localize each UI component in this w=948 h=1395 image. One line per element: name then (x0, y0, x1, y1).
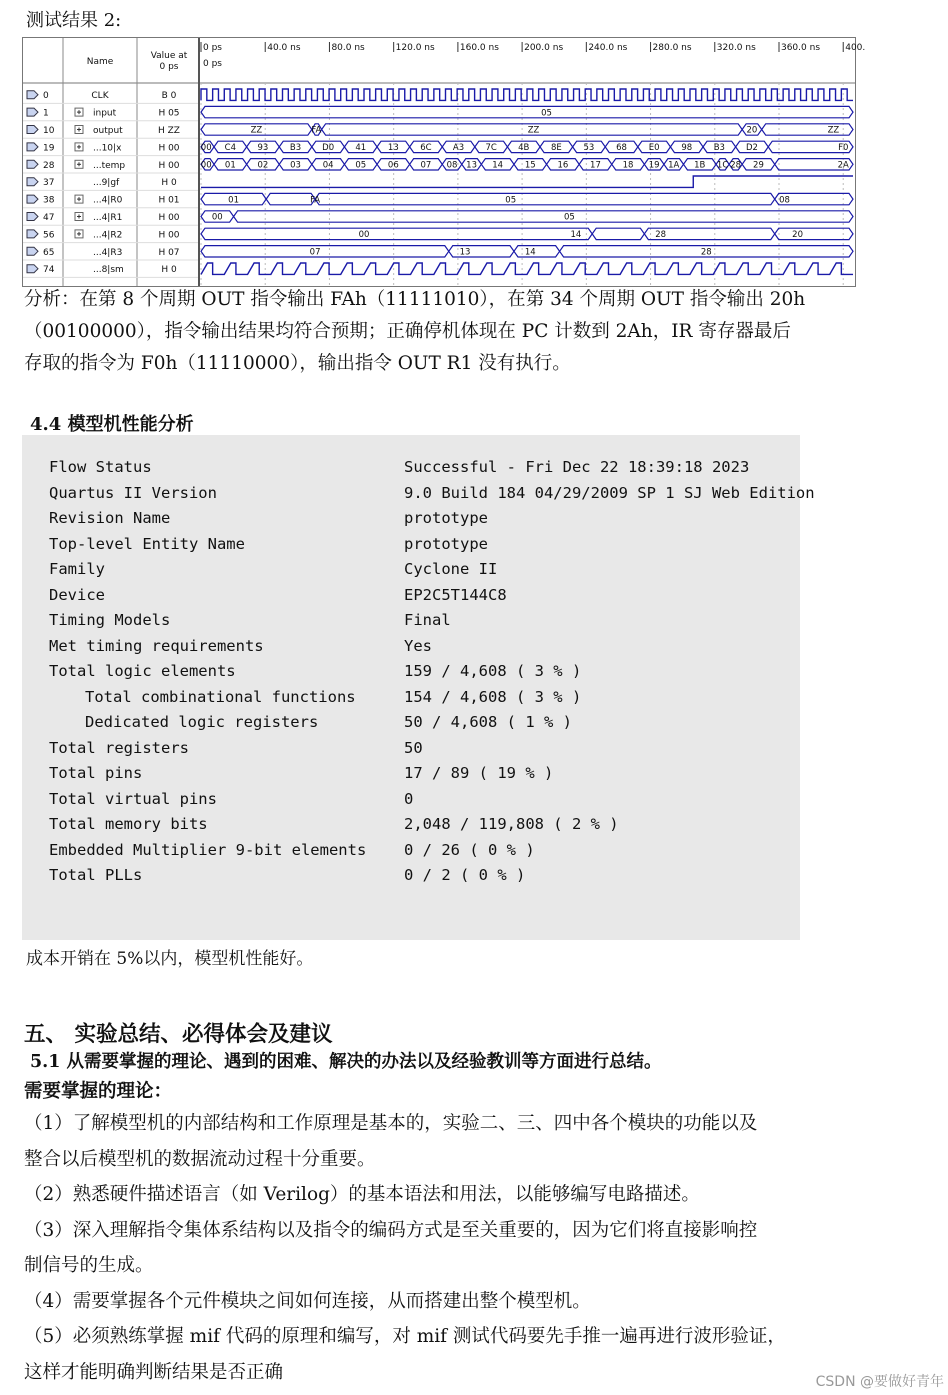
signal-id: 0 (43, 91, 49, 102)
report-label: Total pins (49, 764, 143, 782)
bus-value-label: 02 (257, 160, 269, 171)
report-label: Top-level Entity Name (49, 534, 245, 553)
level-waveform (201, 176, 853, 187)
value-column-header: Value at (150, 51, 188, 61)
signal-arrow-icon (27, 143, 38, 151)
report-label: Total PLLs (49, 866, 143, 884)
signal-arrow-icon (27, 195, 38, 203)
bus-value-label: 14 (492, 160, 504, 171)
report-value: 50 / 4,608 ( 1 % ) (404, 713, 572, 731)
bus-value-label: ZZ (827, 125, 840, 136)
report-value: 0 (404, 789, 414, 808)
bus-value-label: 16 (557, 160, 569, 171)
report-label: Total combinational functions (85, 687, 356, 706)
report-row (85, 713, 572, 738)
bus-value-label: F0 (838, 143, 849, 154)
bus-segment (201, 106, 853, 117)
report-label: Total registers (49, 738, 189, 757)
analysis-line: 分析：在第 8 个周期 OUT 指令输出 FAh（11111010），在第 34 个周期 OUT 指令输出 20h (24, 289, 806, 310)
bus-value-label: D2 (745, 143, 758, 154)
bus-value-label: 14 (524, 247, 536, 258)
bus-value-label: 6C (420, 143, 432, 154)
bus-value-label: E0 (648, 143, 660, 154)
report-row (85, 687, 582, 713)
signal-row (23, 228, 853, 242)
signal-id: 47 (43, 213, 55, 223)
bus-value-label: 1C (716, 160, 729, 171)
signal-name: input (93, 108, 117, 119)
report-value: 50 (404, 738, 423, 757)
report-value: prototype (404, 509, 488, 527)
report-row (49, 585, 507, 611)
signal-row (23, 141, 853, 155)
report-label: Timing Models (49, 611, 171, 629)
bus-value-label: 13 (466, 160, 477, 171)
signal-id: 74 (43, 265, 55, 276)
bus-value-label: C4 (224, 143, 237, 154)
bus-value-label: 04 (322, 160, 334, 171)
cost-note: 成本开销在 5%以内，模型机性能好。 (26, 949, 314, 969)
time-tick-label: 200.0 ns (524, 43, 564, 53)
signal-name: ...temp (93, 160, 126, 171)
list-item: （4）需要掌握各个元件模块之间如何连接，从而搭建出整个模型机。 (24, 1290, 591, 1312)
signal-row (23, 89, 853, 103)
bus-value-label: 06 (387, 160, 399, 171)
report-value: prototype (404, 534, 488, 553)
report-label: Total logic elements (49, 662, 236, 680)
bus-value-label: 19 (648, 160, 660, 171)
report-row (49, 662, 582, 687)
signal-row (23, 211, 853, 225)
report-label: Revision Name (49, 509, 171, 527)
report-value: 154 / 4,608 ( 3 % ) (404, 687, 582, 706)
report-value: 2,048 / 119,808 ( 2 % ) (404, 815, 619, 833)
bus-value-label: B3 (289, 143, 302, 154)
bus-value-label: 1B (694, 160, 706, 171)
waveform-svg (23, 38, 866, 286)
bus-value-label: 00 (200, 143, 212, 154)
state-waveform (201, 263, 853, 274)
report-label: Quartus II Version (49, 483, 217, 502)
list-item: （2）熟悉硬件描述语言（如 Verilog）的基本语法和用法，以能够编写电路描述。 (24, 1184, 700, 1205)
bus-value-label: 68 (616, 143, 627, 154)
theory-heading: 需要掌握的理论： (24, 1081, 173, 1102)
report-row (49, 789, 414, 815)
report-value: Successful - Fri Dec 22 18:39:18 2023 (404, 458, 750, 476)
bus-value-label: 05 (355, 160, 367, 171)
signal-value: H 00 (158, 160, 180, 171)
report-row (49, 458, 750, 483)
report-row (49, 483, 815, 509)
bus-segment (592, 228, 644, 239)
bus-value-label: 07 (309, 247, 321, 258)
report-row (49, 840, 535, 866)
bus-value-label: 08 (779, 195, 790, 206)
signal-id: 19 (43, 143, 55, 154)
bus-value-label: 8E (550, 143, 562, 154)
time-tick-label: 120.0 ns (395, 43, 435, 53)
list-item: （3）深入理解指令集体系结构以及指令的编码方式是至关重要的，因为它们将直接影响控 (24, 1219, 758, 1241)
signal-row (23, 246, 853, 260)
signal-name: CLK (91, 91, 109, 102)
report-label: Met timing requirements (49, 636, 264, 655)
bus-value-label: 05 (563, 212, 575, 223)
time-tick-label: 320.0 ns (716, 43, 756, 53)
bus-value-label: 28 (655, 230, 667, 241)
report-label: Flow Status (49, 458, 152, 476)
bus-value-label: 07 (420, 160, 432, 171)
list-item: 这样才能明确判断结果是否正确 (24, 1361, 284, 1383)
analysis-line: （00100000），指令输出结果均符合预期；正确停机体现在 PC 计数到 2Ah，IR 寄存器最后 (24, 321, 791, 342)
bus-value-label: 14 (570, 230, 582, 241)
report-value: 9.0 Build 184 04/29/2009 SP 1 SJ Web Edition (404, 483, 815, 502)
signal-row (23, 124, 853, 138)
signal-name: ...10|x (93, 143, 122, 154)
signal-value: H 00 (158, 143, 180, 154)
quartus-flow-summary (22, 435, 815, 940)
report-label: Total virtual pins (49, 789, 217, 808)
analysis-paragraph (24, 284, 874, 380)
section-heading-4-4: 4.4 模型机性能分析 (30, 414, 194, 435)
bus-value-label: 15 (524, 160, 536, 171)
signal-arrow-icon (27, 108, 38, 116)
report-row (49, 611, 451, 636)
signal-row (23, 263, 853, 277)
cursor-label: 0 ps (203, 59, 222, 69)
signal-value: H 05 (158, 108, 180, 119)
bus-value-label: 20 (792, 230, 803, 241)
section-heading-5: 五、 实验总结、必得体会及建议 (24, 1022, 333, 1047)
bus-value-label: 18 (622, 160, 634, 171)
bus-value-label: 2A (837, 160, 849, 171)
bus-value-label: 98 (681, 143, 693, 154)
bus-value-label: 01 (228, 195, 240, 206)
bus-value-label: FA (311, 125, 322, 136)
report-label: Dedicated logic registers (85, 713, 319, 731)
signal-arrow-icon (27, 213, 38, 221)
theory-list (24, 1106, 864, 1390)
bus-segment (315, 193, 775, 204)
bus-value-label: 20 (746, 125, 758, 136)
signal-id: 10 (43, 126, 55, 136)
bus-segment (775, 228, 853, 239)
report-value: EP2C5T144C8 (404, 585, 507, 604)
signal-name: ...4|R3 (93, 247, 123, 258)
bus-segment (201, 228, 592, 239)
signal-name: ...4|R1 (93, 213, 123, 223)
signal-name: ...8|sm (93, 265, 124, 276)
value-column-header: 0 ps (159, 62, 179, 72)
signal-name: ...4|R0 (93, 195, 123, 206)
signal-value: H 0 (161, 178, 177, 189)
list-item: 制信号的生成。 (24, 1255, 154, 1276)
clock-waveform (201, 89, 853, 100)
analysis-line: 存取的指令为 F0h（11110000），输出指令 OUT R1 没有执行。 (24, 353, 571, 374)
bus-value-label: D0 (322, 143, 335, 154)
time-tick-label: 400. (845, 43, 866, 53)
signal-value: H 00 (158, 230, 180, 241)
signal-id: 65 (43, 247, 55, 258)
bus-segment (266, 193, 315, 204)
bus-value-label: FA (310, 195, 321, 206)
signal-value: H 0 (161, 265, 177, 276)
bus-value-label: 28 (730, 160, 742, 171)
bus-value-label: 28 (700, 247, 712, 258)
report-row (49, 534, 488, 560)
signal-value: B 0 (161, 91, 177, 102)
bus-value-label: 41 (355, 143, 367, 154)
signal-id: 56 (43, 230, 55, 241)
watermark: CSDN @要做好青年 (815, 1374, 944, 1390)
signal-arrow-icon (27, 126, 38, 134)
signal-arrow-icon (27, 247, 38, 255)
report-row (49, 636, 432, 662)
report-label: Embedded Multiplier 9-bit elements (49, 840, 367, 859)
bus-value-label: 01 (224, 160, 236, 171)
waveform-figure (22, 37, 866, 287)
name-column-header: Name (86, 57, 114, 67)
bus-value-label: A3 (452, 143, 465, 154)
signal-value: H 01 (158, 195, 180, 206)
bus-value-label: 1A (668, 160, 680, 171)
list-item: （5）必须熟练掌握 mif 代码的原理和编写，对 mif 测试代码要先手推一遍再进行波形验证， (24, 1326, 786, 1347)
bus-value-label: 53 (583, 143, 595, 154)
list-item: 整合以后模型机的数据流动过程十分重要。 (24, 1148, 376, 1170)
signal-name: output (93, 126, 123, 136)
bus-value-label: 08 (446, 160, 458, 171)
report-row (49, 509, 488, 534)
report-value: 159 / 4,608 ( 3 % ) (404, 662, 582, 680)
bus-value-label: 13 (459, 247, 471, 258)
bus-value-label: ZZ (250, 125, 263, 136)
list-item: （1）了解模型机的内部结构和工作原理是基本的，实验二、三、四中各个模块的功能以及 (24, 1113, 758, 1134)
bus-value-label: 00 (211, 212, 223, 223)
bus-value-label: 03 (290, 160, 301, 171)
signal-row (23, 159, 853, 173)
signal-arrow-icon (27, 178, 38, 186)
report-row (49, 560, 498, 585)
report-row (49, 815, 619, 840)
signal-arrow-icon (27, 230, 38, 238)
time-tick-label: 0 ps (203, 43, 222, 53)
report-label: Family (49, 560, 105, 578)
signal-row (23, 106, 853, 120)
bus-value-label: B3 (713, 143, 725, 154)
bus-value-label: 05 (541, 108, 552, 119)
time-tick-label: 40.0 ns (267, 43, 301, 53)
signal-arrow-icon (27, 160, 38, 168)
signal-arrow-icon (27, 265, 38, 273)
report-value: Cyclone II (404, 560, 498, 578)
bus-segment (514, 246, 560, 257)
signal-value: H 07 (158, 247, 180, 258)
bus-value-label: 00 (200, 160, 212, 171)
report-label: Total memory bits (49, 815, 208, 833)
bus-segment (762, 124, 853, 135)
bus-segment (201, 246, 449, 257)
time-tick-label: 280.0 ns (652, 43, 692, 53)
bus-value-label: 7C (485, 143, 497, 154)
bus-value-label: 93 (257, 143, 269, 154)
result-title: 测试结果 2: (26, 10, 122, 31)
report-value: 17 / 89 ( 19 % ) (404, 764, 554, 782)
signal-id: 28 (43, 160, 55, 171)
signal-id: 37 (43, 178, 55, 189)
time-tick-label: 360.0 ns (780, 43, 821, 53)
signal-row (23, 176, 853, 190)
bus-value-label: 29 (753, 160, 764, 171)
signal-value: H ZZ (158, 126, 180, 136)
bus-value-label: ZZ (527, 125, 540, 136)
bus-value-label: 00 (358, 230, 370, 241)
bus-segment (449, 246, 514, 257)
report-row (49, 866, 526, 891)
report-label: Device (49, 585, 105, 604)
report-value: 0 / 2 ( 0 % ) (404, 866, 526, 884)
signal-name: ...4|R2 (93, 230, 123, 241)
time-tick-label: 160.0 ns (459, 43, 499, 53)
signal-value: H 00 (158, 213, 180, 223)
bus-value-label: 05 (505, 195, 517, 206)
bus-value-label: 13 (387, 143, 399, 154)
bus-value-label: 17 (590, 160, 601, 171)
signal-arrow-icon (27, 91, 38, 99)
bus-segment (234, 211, 853, 222)
signal-name: ...9|gf (93, 178, 120, 189)
report-value: 0 / 26 ( 0 % ) (404, 840, 535, 859)
signal-row (23, 193, 853, 207)
signal-id: 1 (43, 108, 49, 119)
section-heading-5-1: 5.1 从需要掌握的理论、遇到的困难、解决的办法以及经验教训等方面进行总结。 (30, 1052, 662, 1072)
report-value: Final (404, 611, 451, 629)
report-row (49, 764, 554, 789)
time-tick-label: 240.0 ns (588, 43, 628, 53)
bus-value-label: 4B (518, 143, 530, 154)
report-value: Yes (404, 636, 432, 655)
signal-id: 38 (43, 195, 55, 206)
time-tick-label: 80.0 ns (331, 43, 365, 53)
report-row (49, 738, 423, 764)
